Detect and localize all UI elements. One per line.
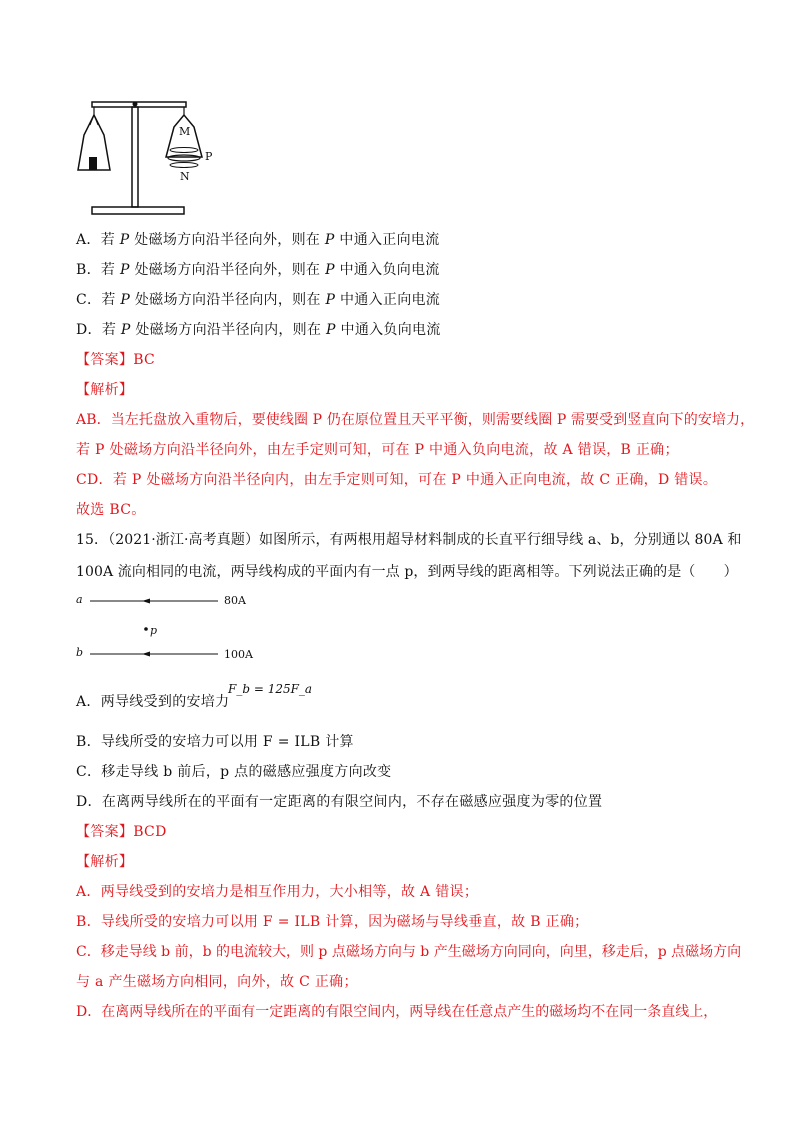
q14-option-c (76, 290, 440, 310)
q14-analysis-line: 若 P 处磁场方向沿半径向外，由左手定则可知，可在 P 中通入负向电流，故 A 错误，B 正确； (76, 442, 679, 458)
q14-analysis-line: AB．当左托盘放入重物后，要使线圈 P 仍在原位置且天平平衡，则需要线圈 P 需要受到竖直向下的安培力， (76, 412, 755, 428)
option-text: 中通入负向电流 (335, 322, 441, 338)
option-text: 中通入正向电流 (335, 292, 441, 308)
q14-option-d (76, 320, 441, 340)
label-m: M (179, 125, 191, 138)
q15-stem-line1: 15．（2021·浙江·高考真题）如图所示，有两根用超导材料制成的长直平行细导线 a、b，分别通以 80A 和 (76, 532, 742, 548)
option-text: 处磁场方向沿半径向内，则在 (130, 322, 327, 338)
q15-analysis-line: B．导线所受的安培力可以用 F = ILB 计算，因为磁场与导线垂直，故 B 正确； (76, 914, 589, 930)
q14-option-a (76, 230, 440, 250)
q14-answer (76, 350, 155, 370)
q15-option-b: B．导线所受的安培力可以用 F = ILB 计算 (76, 734, 354, 750)
option-key: B． (76, 262, 101, 278)
var-p: P (119, 262, 130, 278)
option-text: 若 (100, 232, 120, 248)
option-key: D． (76, 322, 102, 338)
q15-analysis-line: 与 a 产生磁场方向相同，向外，故 C 正确； (76, 974, 358, 990)
answer-label: 【答案】 (76, 352, 134, 368)
q15-option-d: D．在离两导线所在的平面有一定距离的有限空间内，不存在磁感应强度为零的位置 (76, 794, 603, 810)
wire-a-label: a (76, 593, 83, 606)
q14-analysis-label: 【解析】 (76, 382, 134, 398)
q14-analysis-line: 故选 BC。 (76, 502, 146, 518)
label-n: N (180, 170, 190, 183)
option-text: 若 (101, 292, 121, 308)
q15-answer (76, 822, 167, 842)
q15-option-a (76, 692, 229, 712)
wires-figure (90, 595, 230, 665)
var-p: P (120, 292, 131, 308)
wire-a-current: 80A (224, 594, 246, 607)
answer-label: 【答案】 (76, 824, 134, 840)
var-p: P (325, 262, 335, 278)
option-key: A． (76, 232, 101, 248)
q15-analysis-line: D．在离两导线所在的平面有一定距离的有限空间内，两导线在任意点产生的磁场均不在同一条直线上， (76, 1004, 718, 1020)
option-text: 处磁场方向沿半径向外，则在 (129, 232, 325, 248)
var-p: P (324, 232, 335, 248)
var-p: P (326, 322, 336, 338)
wire-b-current: 100A (224, 648, 253, 661)
option-text: 处磁场方向沿半径向外，则在 (129, 262, 326, 278)
q15-stem-line2: 100A 流向相同的电流，两导线构成的平面内有一点 p，到两导线的距离相等。下列说法正确的是（ ） (76, 564, 738, 580)
answer-value: BCD (133, 824, 167, 840)
option-text: 中通入负向电流 (334, 262, 440, 278)
q15-analysis-line: C．移走导线 b 前，b 的电流较大，则 p 点磁场方向与 b 产生磁场方向同向，向里，移走后，p 点磁场方向 (76, 944, 742, 960)
q14-analysis-line: CD．若 P 处磁场方向沿半径向内，由左手定则可知，可在 P 中通入正向电流，故 C 正确，D 错误。 (76, 472, 718, 488)
option-text: 若 (101, 322, 121, 338)
option-text: 中通入正向电流 (334, 232, 440, 248)
var-p: P (120, 322, 131, 338)
wire-b-label: b (76, 646, 84, 659)
option-key: C． (76, 292, 102, 308)
formula-fb-125fa: F_b = 125F_a (228, 682, 313, 696)
var-p: P (325, 292, 336, 308)
option-text: A．两导线受到的安培力 (76, 694, 230, 710)
q15-option-c: C．移走导线 b 前后，p 点的磁感应强度方向改变 (76, 764, 392, 780)
label-p: P (205, 150, 213, 163)
point-p-label: p (150, 624, 158, 637)
q15-analysis-label: 【解析】 (76, 854, 134, 870)
q15-analysis-line: A．两导线受到的安培力是相互作用力，大小相等，故 A 错误； (76, 884, 479, 900)
q14-option-b (76, 260, 440, 280)
option-text: 若 (100, 262, 120, 278)
option-text: 处磁场方向沿半径向内，则在 (130, 292, 326, 308)
answer-value: BC (133, 352, 156, 368)
var-p: P (119, 232, 130, 248)
